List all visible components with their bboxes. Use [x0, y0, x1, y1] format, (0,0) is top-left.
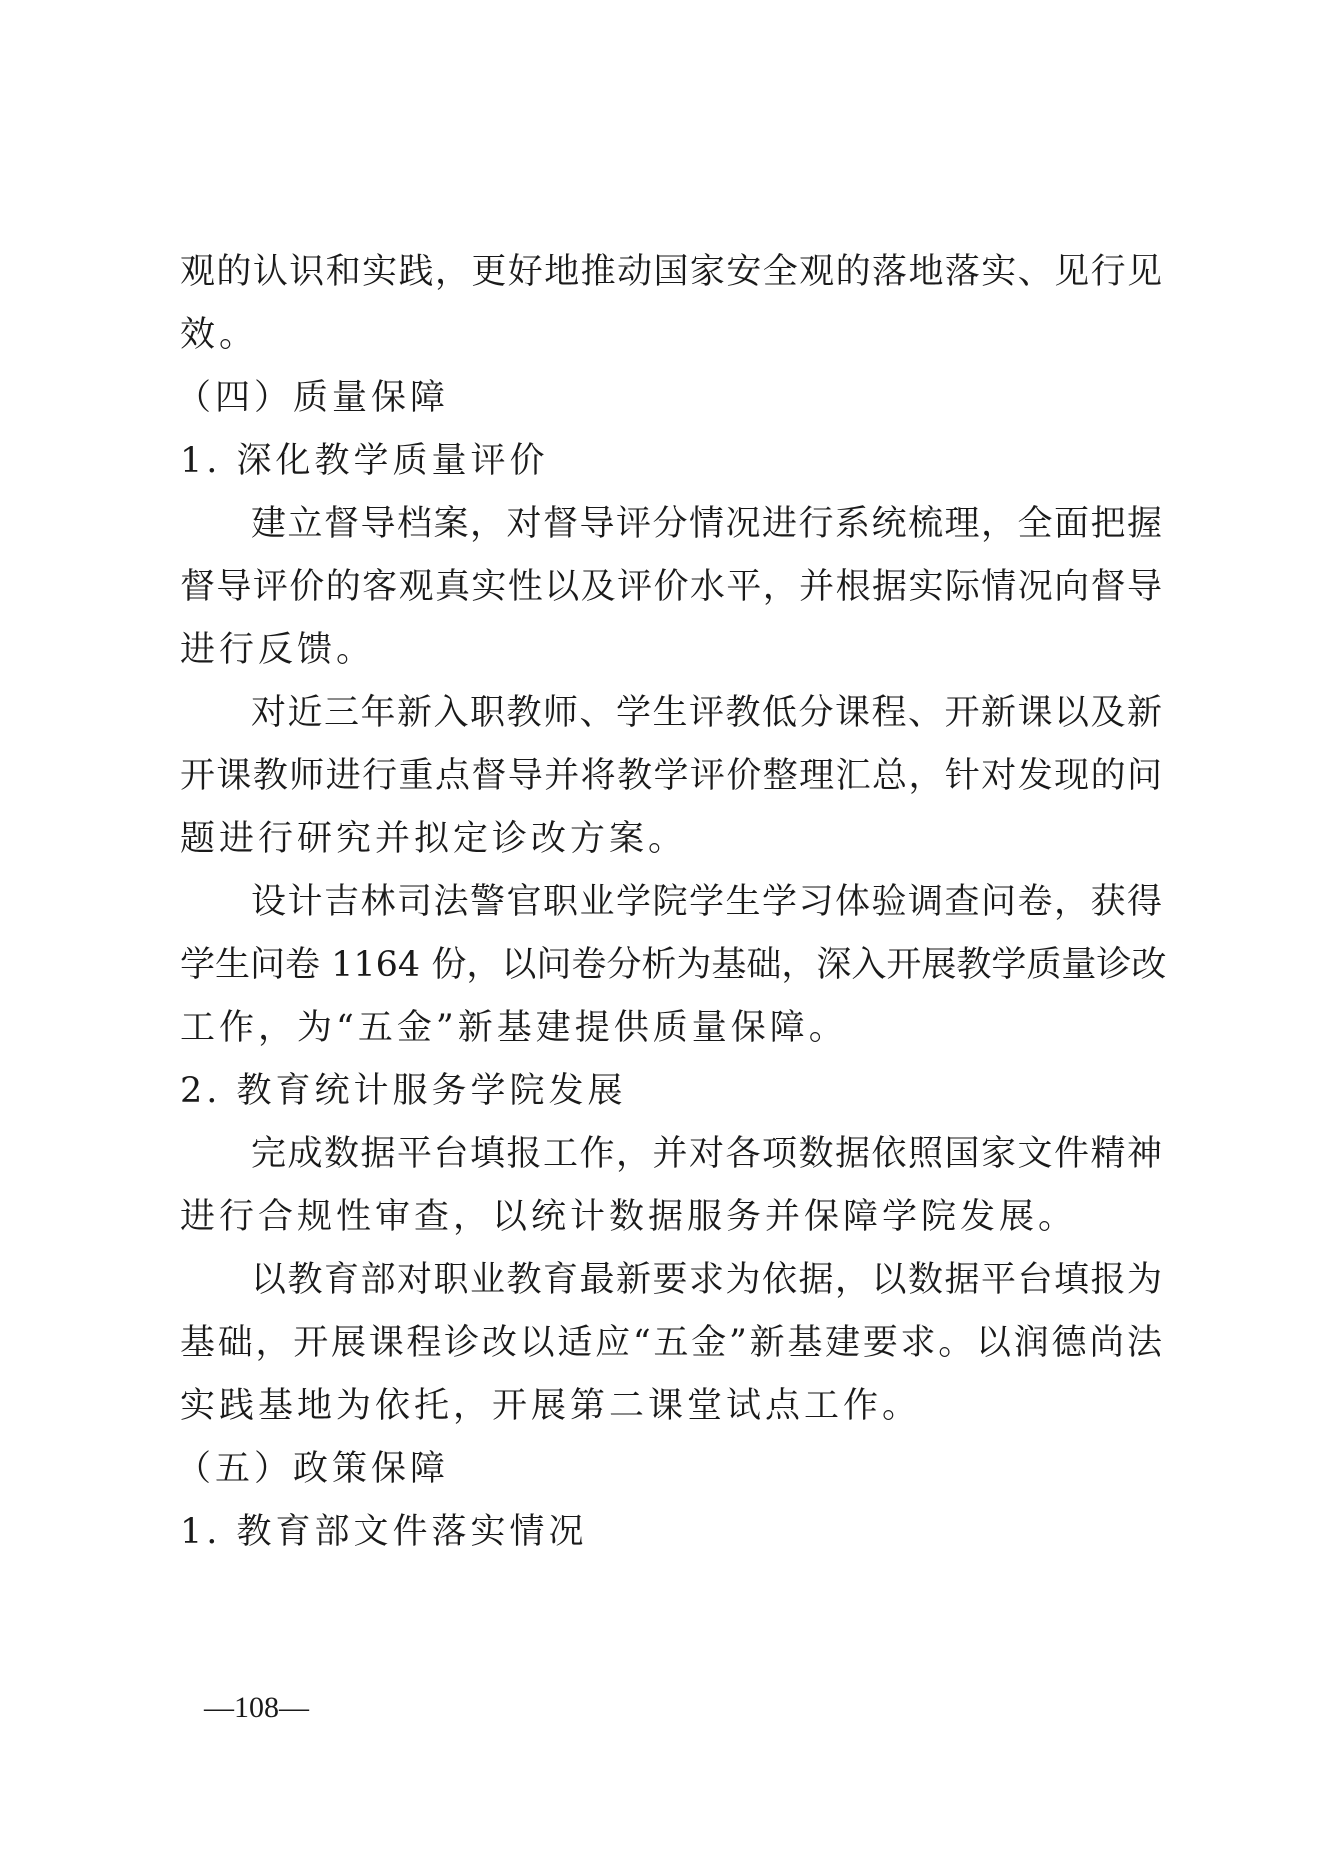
paragraph-line: 实践基地为依托，开展第二课堂试点工作。	[180, 1386, 922, 1426]
paragraph-line: 效。	[180, 315, 259, 355]
paragraph-line: 完成数据平台填报工作，并对各项数据依照国家文件精神	[251, 1134, 1162, 1174]
section-heading: （五）政策保障	[176, 1449, 450, 1489]
paragraph-line: 工作，为“五金”新基建提供质量保障。	[180, 1008, 848, 1048]
page-number: —108—	[204, 1691, 309, 1724]
paragraph-line: 学生问卷 1164 份，以问卷分析为基础，深入开展教学质量诊改	[180, 945, 1167, 985]
paragraph-line: 督导评价的客观真实性以及评价水平，并根据实际情况向督导	[180, 567, 1162, 607]
paragraph-line: 进行合规性审查，以统计数据服务并保障学院发展。	[180, 1197, 1078, 1237]
paragraph-line: 开课教师进行重点督导并将教学评价整理汇总，针对发现的问	[180, 756, 1162, 796]
section-heading: （四）质量保障	[176, 378, 450, 418]
paragraph-line: 对近三年新入职教师、学生评教低分课程、开新课以及新	[251, 693, 1162, 733]
subsection-heading: 2. 教育统计服务学院发展	[180, 1071, 627, 1111]
subsection-heading: 1. 教育部文件落实情况	[180, 1512, 588, 1552]
paragraph-line: 基础，开展课程诊改以适应“五金”新基建要求。以润德尚法	[180, 1323, 1162, 1363]
paragraph-line: 建立督导档案，对督导评分情况进行系统梳理，全面把握	[251, 504, 1162, 544]
paragraph-line: 观的认识和实践，更好地推动国家安全观的落地落实、见行见	[180, 252, 1162, 292]
subsection-heading: 1. 深化教学质量评价	[180, 441, 549, 481]
paragraph-line: 进行反馈。	[180, 630, 376, 670]
paragraph-line: 题进行研究并拟定诊改方案。	[180, 819, 688, 859]
paragraph-line: 设计吉林司法警官职业学院学生学习体验调查问卷，获得	[251, 882, 1162, 922]
paragraph-line: 以教育部对职业教育最新要求为依据，以数据平台填报为	[251, 1260, 1162, 1300]
